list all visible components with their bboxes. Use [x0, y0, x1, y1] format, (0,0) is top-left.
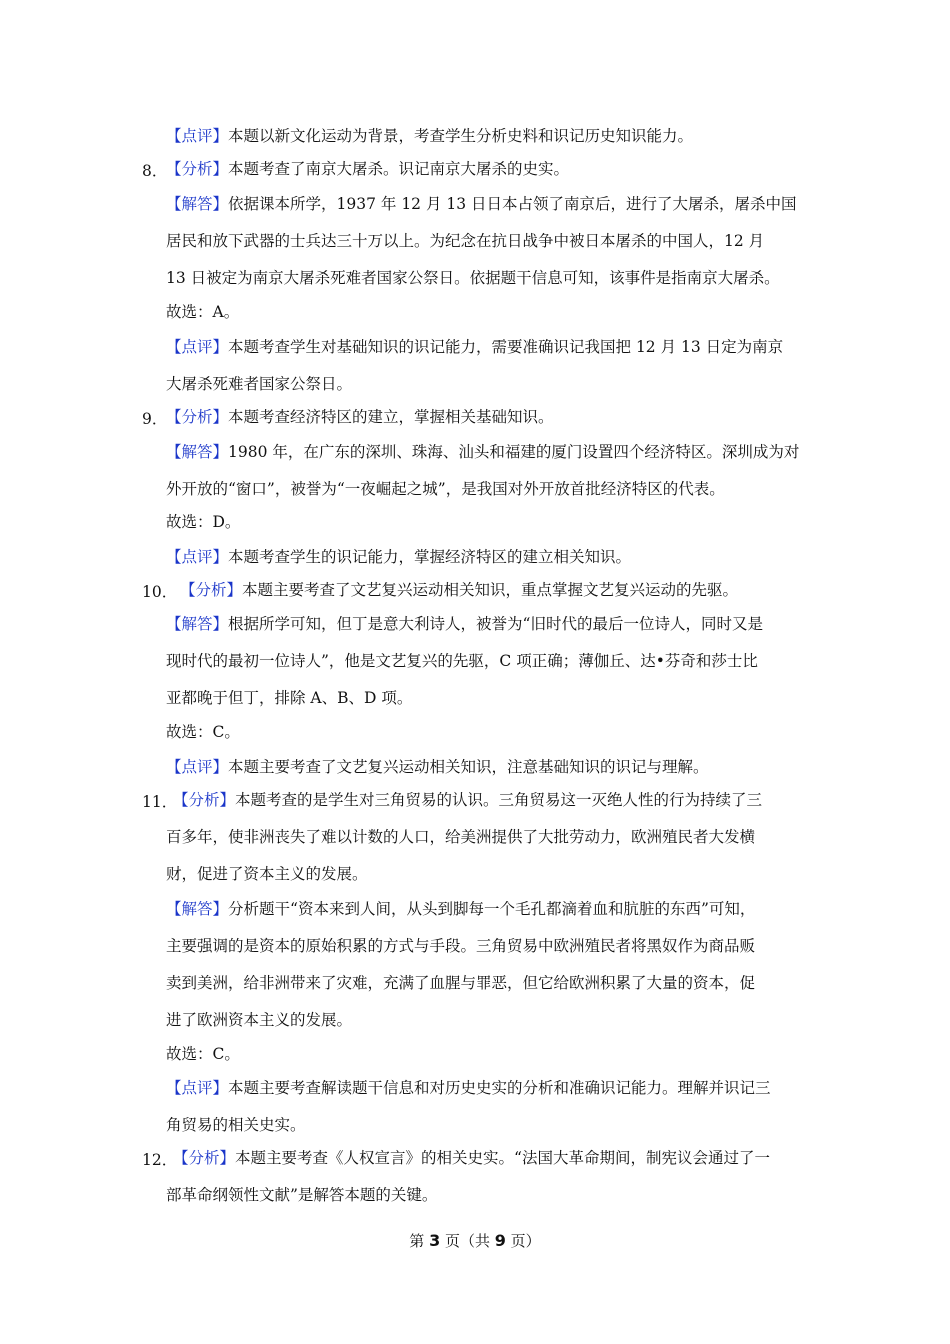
text: 页）	[505, 1232, 541, 1250]
text: 第	[409, 1232, 430, 1250]
analysis-tag: 【分析】	[166, 160, 229, 178]
q11-answer-line	[166, 899, 755, 919]
q11-answer-line: 卖到美洲，给非洲带来了灾难，充满了血腥与罪恶，但它给欧洲积累了大量的资本，促	[166, 974, 756, 992]
q10-answer-line	[166, 614, 763, 634]
question-number-11: 11．	[142, 793, 178, 811]
text: 本题主要考查《人权宣言》的相关史实。“法国大革命期间，制宪议会通过了一	[235, 1149, 770, 1167]
q11-answer-choice: 故选：C。	[166, 1045, 240, 1063]
q11-analysis-line: 百多年，使非洲丧失了难以计数的人口，给美洲提供了大批劳动力，欧洲殖民者大发横	[166, 828, 756, 846]
text: 本题考查经济特区的建立，掌握相关基础知识。	[228, 408, 554, 426]
q11-analysis	[173, 790, 762, 810]
q8-comment	[166, 337, 783, 357]
text: 本题考查的是学生对三角贸易的认识。三角贸易这一灭绝人性的行为持续了三	[235, 791, 763, 809]
q9-answer-line	[166, 442, 799, 462]
q7-comment	[166, 126, 693, 146]
q10-analysis	[180, 580, 738, 600]
comment-tag: 【点评】	[166, 127, 229, 145]
page-footer	[0, 1231, 950, 1251]
text: 页（共	[440, 1232, 495, 1250]
text: 分析题干“资本来到人间，从头到脚每一个毛孔都滴着血和肮脏的东西”可知，	[228, 900, 756, 918]
q9-answer-line: 外开放的“窗口”，被誉为“一夜崛起之城”，是我国对外开放首批经济特区的代表。	[166, 480, 725, 498]
analysis-tag: 【分析】	[166, 408, 229, 426]
q9-comment	[166, 547, 631, 567]
comment-tag: 【点评】	[166, 1079, 229, 1097]
q11-comment	[166, 1078, 771, 1098]
question-number-8: 8．	[142, 162, 168, 180]
q12-analysis-line: 部革命纲领性文献”是解答本题的关键。	[166, 1186, 438, 1204]
q12-analysis	[173, 1148, 770, 1168]
text: 本题考查学生对基础知识的识记能力，需要准确识记我国把 12 月 13 日定为南京	[228, 338, 784, 356]
analysis-tag: 【分析】	[173, 1149, 236, 1167]
comment-tag: 【点评】	[166, 548, 229, 566]
q8-analysis-text: 本题考查了南京大屠杀。识记南京大屠杀的史实。	[228, 160, 570, 178]
q8-answer-line	[166, 194, 797, 214]
q11-answer-line: 进了欧洲资本主义的发展。	[166, 1011, 353, 1029]
q11-answer-line: 主要强调的是资本的原始积累的方式与手段。三角贸易中欧洲殖民者将黑奴作为商品贩	[166, 937, 756, 955]
answer-tag: 【解答】	[166, 615, 229, 633]
answer-tag: 【解答】	[166, 900, 229, 918]
q11-analysis-line: 财，促进了资本主义的发展。	[166, 865, 368, 883]
q10-answer-line: 现时代的最初一位诗人”，他是文艺复兴的先驱，C 项正确；薄伽丘、达•芬奇和莎士比	[166, 652, 758, 670]
text: 本题考查学生的识记能力，掌握经济特区的建立相关知识。	[228, 548, 632, 566]
q8-answer-line: 居民和放下武器的士兵达三十万以上。为纪念在抗日战争中被日本屠杀的中国人，12 月	[166, 232, 765, 250]
q11-comment-line: 角贸易的相关史实。	[166, 1116, 306, 1134]
text: 依据课本所学，1937 年 12 月 13 日日本占领了南京后，进行了大屠杀，屠杀中国	[228, 195, 797, 213]
q9-analysis	[166, 407, 554, 427]
current-page-number: 3	[429, 1231, 441, 1250]
comment-tag: 【点评】	[166, 758, 229, 776]
comment-tag: 【点评】	[166, 338, 229, 356]
q8-answer-line: 13 日被定为南京大屠杀死难者国家公祭日。依据题干信息可知，该事件是指南京大屠杀。	[166, 269, 780, 287]
answer-tag: 【解答】	[166, 195, 229, 213]
answer-tag: 【解答】	[166, 443, 229, 461]
question-number-9: 9．	[142, 410, 168, 428]
analysis-tag: 【分析】	[180, 581, 243, 599]
text: 1980 年，在广东的深圳、珠海、汕头和福建的厦门设置四个经济特区。深圳成为对	[228, 443, 800, 461]
q8-comment-line: 大屠杀死难者国家公祭日。	[166, 375, 353, 393]
q8-analysis	[166, 159, 569, 179]
text: 本题主要考查了文艺复兴运动相关知识，重点掌握文艺复兴运动的先驱。	[242, 581, 739, 599]
total-page-number: 9	[494, 1231, 506, 1250]
text: 本题主要考查了文艺复兴运动相关知识，注意基础知识的识记与理解。	[228, 758, 709, 776]
analysis-tag: 【分析】	[173, 791, 236, 809]
q10-comment	[166, 757, 709, 777]
q9-answer-choice: 故选：D。	[166, 513, 241, 531]
text: 根据所学可知，但丁是意大利诗人，被誉为“旧时代的最后一位诗人，同时又是	[228, 615, 763, 633]
q7-comment-text: 本题以新文化运动为背景，考查学生分析史料和识记历史知识能力。	[228, 127, 694, 145]
q10-answer-line: 亚都晚于但丁，排除 A、B、D 项。	[166, 689, 413, 707]
text: 本题主要考查解读题干信息和对历史史实的分析和准确识记能力。理解并识记三	[228, 1079, 771, 1097]
q8-answer-choice: 故选：A。	[166, 303, 240, 321]
question-number-12: 12．	[142, 1151, 178, 1169]
q10-answer-choice: 故选：C。	[166, 723, 240, 741]
question-number-10: 10．	[142, 583, 178, 601]
